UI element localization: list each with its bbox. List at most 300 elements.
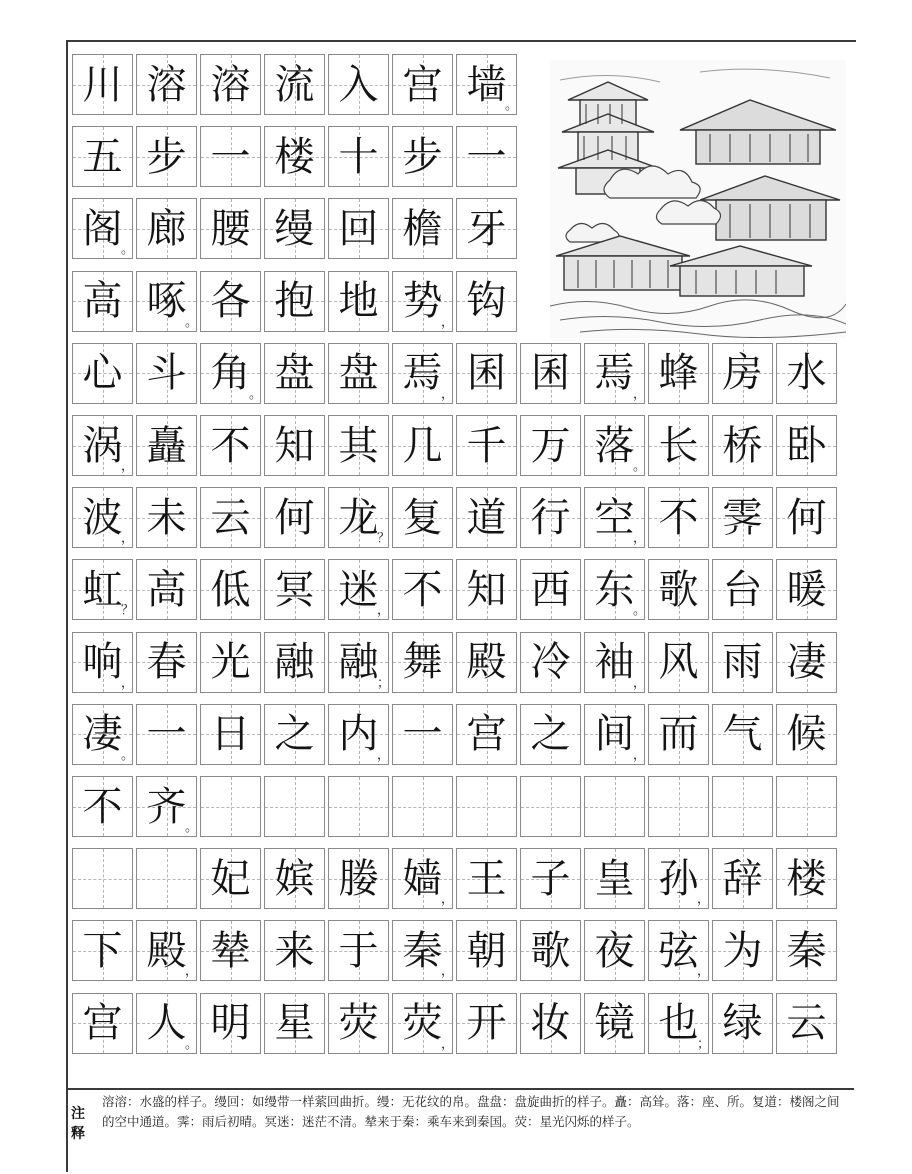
- character: 波: [82, 494, 123, 541]
- character: 云: [786, 1000, 827, 1047]
- character: 一: [146, 711, 187, 758]
- character: 子: [530, 855, 571, 902]
- character: 殿: [466, 639, 507, 686]
- character: 内: [338, 711, 379, 758]
- character: 皇: [594, 855, 635, 902]
- grid-row: [72, 271, 520, 332]
- character: 秦: [786, 927, 827, 974]
- punctuation-mark: 。: [632, 603, 646, 619]
- character: 知: [274, 422, 315, 469]
- grid-cell: [712, 343, 773, 404]
- grid-cell: [328, 559, 389, 620]
- grid-cell: [456, 848, 517, 909]
- character: 之: [274, 711, 315, 758]
- grid-cell: [712, 993, 773, 1054]
- grid-cell: [72, 776, 133, 837]
- grid-cell: [264, 993, 325, 1054]
- punctuation-mark: ，: [696, 892, 710, 908]
- character: 入: [338, 61, 379, 108]
- character: 其: [338, 422, 379, 469]
- grid-cell: [328, 776, 389, 837]
- grid-cell: [648, 415, 709, 476]
- character: 啄: [146, 278, 187, 325]
- grid-cell: [584, 487, 645, 548]
- grid-cell: [72, 559, 133, 620]
- character: 腰: [210, 205, 251, 252]
- grid-cell: [264, 704, 325, 765]
- grid-row: [72, 54, 520, 115]
- grid-row: [72, 776, 840, 837]
- grid-cell: [392, 487, 453, 548]
- character: 春: [146, 639, 187, 686]
- character: 东: [594, 566, 635, 613]
- character: 墙: [466, 61, 507, 108]
- character: 孙: [658, 855, 699, 902]
- punctuation-mark: ，: [440, 1036, 454, 1052]
- character: [777, 777, 836, 836]
- character: 星: [274, 1000, 315, 1047]
- grid-cell: [264, 487, 325, 548]
- character: 檐: [402, 205, 443, 252]
- grid-cell: [72, 487, 133, 548]
- character: 矗: [146, 422, 187, 469]
- character: 蜂: [658, 350, 699, 397]
- grid-cell: [456, 559, 517, 620]
- grid-cell: [328, 993, 389, 1054]
- character: 卧: [786, 422, 827, 469]
- character: 道: [466, 494, 507, 541]
- grid-cell: [264, 271, 325, 332]
- grid-cell: [712, 415, 773, 476]
- grid-cell: [328, 271, 389, 332]
- character: [457, 777, 516, 836]
- grid-cell: [200, 920, 261, 981]
- character: 明: [210, 1000, 251, 1047]
- character: 辞: [722, 855, 763, 902]
- character: 秦: [402, 927, 443, 974]
- punctuation-mark: ，: [120, 459, 134, 474]
- character: 绿: [722, 1000, 763, 1047]
- grid-cell: [456, 776, 517, 837]
- grid-cell: [264, 920, 325, 981]
- character: 廊: [146, 205, 187, 252]
- grid-row: [72, 487, 840, 548]
- character: [201, 777, 260, 836]
- grid-cell: [648, 776, 709, 837]
- grid-cell: [72, 271, 133, 332]
- grid-cell: [392, 415, 453, 476]
- character: 妃: [210, 855, 251, 902]
- character: 宫: [466, 711, 507, 758]
- character: 低: [210, 566, 251, 613]
- character: [265, 777, 324, 836]
- grid-cell: [520, 559, 581, 620]
- punctuation-mark: ，: [632, 747, 646, 763]
- character: [329, 777, 388, 836]
- punctuation-mark: 。: [120, 242, 134, 258]
- grid-cell: [392, 704, 453, 765]
- punctuation-mark: ，: [376, 747, 390, 763]
- grid-cell: [392, 848, 453, 909]
- character: 候: [786, 711, 827, 758]
- grid-cell: [584, 632, 645, 693]
- character: 日: [210, 711, 251, 758]
- grid-cell: [456, 343, 517, 404]
- character: 何: [274, 494, 315, 541]
- grid-cell: [584, 415, 645, 476]
- grid-cell: [584, 848, 645, 909]
- grid-cell: [584, 993, 645, 1054]
- character: 融: [274, 639, 315, 686]
- character: 夜: [594, 927, 635, 974]
- grid-cell: [520, 704, 581, 765]
- grid-cell: [72, 993, 133, 1054]
- character: 一: [466, 133, 507, 180]
- character: 嫔: [274, 855, 315, 902]
- character: 盘: [338, 350, 379, 397]
- grid-cell: [456, 704, 517, 765]
- character: 楼: [274, 133, 315, 180]
- grid-cell: [136, 487, 197, 548]
- grid-cell: [520, 415, 581, 476]
- character: 钩: [466, 278, 507, 325]
- character: 川: [82, 61, 123, 108]
- grid-cell: [584, 776, 645, 837]
- grid-cell: [712, 776, 773, 837]
- grid-cell: [328, 198, 389, 259]
- grid-cell: [776, 848, 837, 909]
- grid-cell: [264, 415, 325, 476]
- punctuation-mark: 。: [504, 98, 518, 113]
- grid-cell: [72, 126, 133, 187]
- grid-cell: [392, 920, 453, 981]
- grid-cell: [648, 920, 709, 981]
- character: 朝: [466, 927, 507, 974]
- grid-cell: [264, 559, 325, 620]
- character: 高: [146, 566, 187, 613]
- punctuation-mark: 。: [632, 459, 646, 474]
- character: 囷: [466, 350, 507, 397]
- grid-cell: [584, 704, 645, 765]
- grid-row: [72, 198, 520, 259]
- character: 媵: [338, 855, 379, 902]
- character: 溶: [146, 61, 187, 108]
- grid-cell: [200, 198, 261, 259]
- grid-cell: [392, 559, 453, 620]
- character: 步: [146, 133, 187, 180]
- character: 融: [338, 639, 379, 686]
- character: 落: [594, 422, 635, 469]
- character: 缦: [274, 205, 315, 252]
- character: 气: [722, 711, 763, 758]
- character: 不: [82, 783, 123, 830]
- character: 五: [82, 133, 123, 180]
- grid-cell: [136, 848, 197, 909]
- grid-cell: [200, 415, 261, 476]
- character: 阁: [82, 205, 123, 252]
- punctuation-mark: ，: [440, 892, 454, 908]
- grid-cell: [200, 343, 261, 404]
- grid-cell: [776, 559, 837, 620]
- character: 歌: [658, 566, 699, 613]
- character: 歌: [530, 927, 571, 974]
- character: 不: [658, 494, 699, 541]
- grid-cell: [72, 415, 133, 476]
- character: 王: [466, 855, 507, 902]
- character: 殿: [146, 927, 187, 974]
- character: 各: [210, 278, 251, 325]
- annotation-text: 溶溶：水盛的样子。缦回：如缦带一样萦回曲折。缦：无花纹的帛。盘盘：盘旋曲折的样子。矗：高耸。落：座、所。复道：楼阁之间的空中通道。霁：雨后初晴。冥迷：迷茫不清。辇来于秦：乘车来到秦国。荧：星光闪烁的样子。: [102, 1094, 840, 1129]
- character: 光: [210, 639, 251, 686]
- grid-cell: [328, 126, 389, 187]
- character: 溶: [210, 61, 251, 108]
- grid-cell: [72, 343, 133, 404]
- grid-cell: [648, 704, 709, 765]
- grid-cell: [200, 993, 261, 1054]
- character: 云: [210, 494, 251, 541]
- character: 西: [530, 566, 571, 613]
- grid-cell: [584, 559, 645, 620]
- character: 十: [338, 133, 379, 180]
- character: 复: [402, 494, 443, 541]
- grid-cell: [648, 993, 709, 1054]
- grid-cell: [456, 126, 517, 187]
- character: 势: [402, 278, 443, 325]
- character: 一: [402, 711, 443, 758]
- character: 霁: [722, 494, 763, 541]
- character: [585, 777, 644, 836]
- grid-row: [72, 559, 840, 620]
- grid-cell: [136, 54, 197, 115]
- grid-cell: [72, 704, 133, 765]
- character: 不: [402, 566, 443, 613]
- punctuation-mark: ，: [632, 675, 646, 691]
- character: 为: [722, 927, 763, 974]
- character: 而: [658, 711, 699, 758]
- grid-cell: [520, 632, 581, 693]
- grid-cell: [136, 704, 197, 765]
- character: 嫱: [402, 855, 443, 902]
- annotation-section: [66, 1088, 854, 1174]
- grid-cell: [200, 126, 261, 187]
- grid-cell: [520, 848, 581, 909]
- grid-row: [72, 993, 840, 1054]
- grid-cell: [328, 415, 389, 476]
- character: 人: [146, 1000, 187, 1047]
- grid-cell: [520, 343, 581, 404]
- character: 暖: [786, 566, 827, 613]
- grid-cell: [392, 271, 453, 332]
- character: 袖: [594, 639, 635, 686]
- character: 妆: [530, 1000, 571, 1047]
- grid-cell: [136, 415, 197, 476]
- character: 流: [274, 61, 315, 108]
- grid-cell: [520, 920, 581, 981]
- character: 雨: [722, 639, 763, 686]
- character: 间: [594, 711, 635, 758]
- character: [713, 777, 772, 836]
- character: 角: [210, 350, 251, 397]
- character: 也: [658, 1000, 699, 1047]
- grid-row: [72, 415, 840, 476]
- grid-cell: [648, 848, 709, 909]
- character: 楼: [786, 855, 827, 902]
- character: 焉: [402, 350, 443, 397]
- character: 斗: [146, 350, 187, 397]
- palace-illustration: [550, 60, 846, 338]
- grid-row: [72, 704, 840, 765]
- character: 行: [530, 494, 571, 541]
- grid-cell: [264, 126, 325, 187]
- grid-cell: [392, 993, 453, 1054]
- character: 回: [338, 205, 379, 252]
- grid-cell: [136, 343, 197, 404]
- character: [137, 849, 196, 908]
- character: 千: [466, 422, 507, 469]
- grid-cell: [584, 920, 645, 981]
- character: 几: [402, 422, 443, 469]
- grid-cell: [72, 632, 133, 693]
- grid-cell: [136, 126, 197, 187]
- grid-row: [72, 632, 840, 693]
- character: 来: [274, 927, 315, 974]
- punctuation-mark: 。: [184, 820, 198, 835]
- grid-cell: [264, 776, 325, 837]
- character: 长: [658, 422, 699, 469]
- character: 龙: [338, 494, 379, 541]
- punctuation-mark: ，: [440, 314, 454, 330]
- grid-cell: [200, 776, 261, 837]
- grid-cell: [584, 343, 645, 404]
- grid-row: [72, 126, 520, 187]
- grid-cell: [456, 54, 517, 115]
- grid-cell: [520, 993, 581, 1054]
- annotation-label: [64, 1104, 92, 1144]
- grid-cell: [136, 776, 197, 837]
- character: 齐: [146, 783, 187, 830]
- grid-cell: [328, 487, 389, 548]
- grid-cell: [456, 920, 517, 981]
- punctuation-mark: ？: [120, 603, 134, 619]
- grid-cell: [776, 632, 837, 693]
- grid-cell: [776, 776, 837, 837]
- character: 虹: [82, 566, 123, 613]
- character: 万: [530, 422, 571, 469]
- grid-cell: [712, 559, 773, 620]
- grid-cell: [136, 993, 197, 1054]
- character: [649, 777, 708, 836]
- character: 响: [82, 639, 123, 686]
- character: 迷: [338, 566, 379, 613]
- character: 宫: [402, 61, 443, 108]
- grid-cell: [456, 271, 517, 332]
- grid-cell: [456, 487, 517, 548]
- punctuation-mark: 。: [120, 747, 134, 763]
- character: 风: [658, 639, 699, 686]
- grid-cell: [200, 632, 261, 693]
- character: 未: [146, 494, 187, 541]
- grid-cell: [136, 920, 197, 981]
- punctuation-mark: ，: [120, 531, 134, 547]
- character: 地: [338, 278, 379, 325]
- punctuation-mark: ，: [632, 531, 646, 547]
- grid-cell: [200, 848, 261, 909]
- grid-cell: [328, 632, 389, 693]
- character: 凄: [786, 639, 827, 686]
- grid-cell: [328, 54, 389, 115]
- grid-cell: [136, 271, 197, 332]
- character: 不: [210, 422, 251, 469]
- grid-cell: [264, 54, 325, 115]
- grid-cell: [456, 415, 517, 476]
- punctuation-mark: 。: [184, 1036, 198, 1052]
- character: 抱: [274, 278, 315, 325]
- grid-cell: [712, 848, 773, 909]
- character: 开: [466, 1000, 507, 1047]
- grid-cell: [392, 126, 453, 187]
- punctuation-mark: 。: [184, 314, 198, 330]
- punctuation-mark: ，: [376, 603, 390, 619]
- character: 步: [402, 133, 443, 180]
- character: 荧: [402, 1000, 443, 1047]
- character: 桥: [722, 422, 763, 469]
- grid-cell: [72, 920, 133, 981]
- grid-cell: [776, 415, 837, 476]
- grid-row: [72, 920, 840, 981]
- grid-cell: [520, 776, 581, 837]
- grid-cell: [200, 271, 261, 332]
- character: 一: [210, 133, 251, 180]
- grid-cell: [456, 198, 517, 259]
- grid-cell: [200, 487, 261, 548]
- grid-cell: [776, 343, 837, 404]
- annotation-label-char: 释: [71, 1126, 85, 1142]
- character: 水: [786, 350, 827, 397]
- character: 弦: [658, 927, 699, 974]
- grid-cell: [520, 487, 581, 548]
- grid-row: [72, 343, 840, 404]
- character: 知: [466, 566, 507, 613]
- grid-cell: [456, 632, 517, 693]
- character: [393, 777, 452, 836]
- character: 高: [82, 278, 123, 325]
- punctuation-mark: ，: [440, 386, 454, 402]
- grid-cell: [264, 198, 325, 259]
- grid-cell: [712, 920, 773, 981]
- grid-cell: [392, 54, 453, 115]
- grid-cell: [264, 343, 325, 404]
- grid-cell: [200, 704, 261, 765]
- character: 台: [722, 566, 763, 613]
- punctuation-mark: ，: [184, 964, 198, 980]
- character: 舞: [402, 639, 443, 686]
- grid-cell: [712, 487, 773, 548]
- grid-cell: [392, 776, 453, 837]
- grid-cell: [776, 704, 837, 765]
- character: [73, 849, 132, 908]
- grid-cell: [200, 559, 261, 620]
- character: 于: [338, 927, 379, 974]
- character: 牙: [466, 205, 507, 252]
- character: 房: [722, 350, 763, 397]
- grid-cell: [136, 632, 197, 693]
- grid-cell: [72, 54, 133, 115]
- punctuation-mark: ；: [376, 675, 390, 691]
- grid-cell: [712, 704, 773, 765]
- character: [521, 777, 580, 836]
- grid-cell: [776, 993, 837, 1054]
- grid-cell: [328, 704, 389, 765]
